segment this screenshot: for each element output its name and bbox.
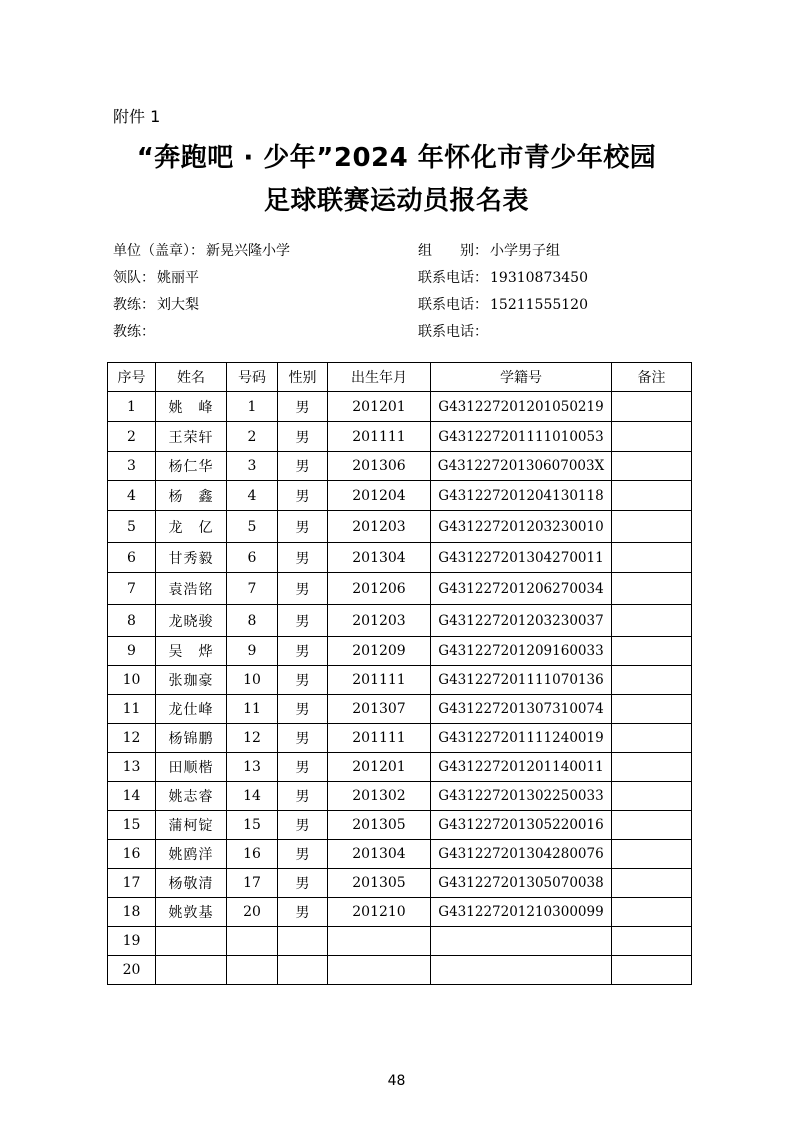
cell-gender: 男 <box>278 782 328 811</box>
cell-index: 3 <box>108 452 156 481</box>
cell-index: 7 <box>108 573 156 605</box>
cell-number <box>227 927 278 956</box>
col-header-number: 号码 <box>227 363 278 392</box>
cell-birth: 201307 <box>328 695 431 724</box>
cell-birth: 201305 <box>328 811 431 840</box>
cell-name: 袁浩铭 <box>156 573 227 605</box>
cell-number: 3 <box>227 452 278 481</box>
cell-index: 18 <box>108 898 156 927</box>
cell-remark <box>612 927 692 956</box>
cell-name: 田顺楷 <box>156 753 227 782</box>
cell-name: 甘秀毅 <box>156 543 227 573</box>
cell-student-id: G431227201210300099 <box>431 898 612 927</box>
leader-value: 姚丽平 <box>157 270 199 286</box>
cell-student-id: G43122720130607003X <box>431 452 612 481</box>
cell-gender <box>278 927 328 956</box>
cell-student-id: G431227201201140011 <box>431 753 612 782</box>
cell-index: 11 <box>108 695 156 724</box>
cell-birth: 201206 <box>328 573 431 605</box>
cell-remark <box>612 422 692 452</box>
cell-number: 1 <box>227 392 278 422</box>
phone-label: 联系电话： <box>418 270 488 286</box>
cell-gender <box>278 956 328 985</box>
cell-remark <box>612 811 692 840</box>
cell-number: 9 <box>227 637 278 666</box>
table-row <box>108 753 692 782</box>
cell-birth: 201304 <box>328 840 431 869</box>
cell-index: 10 <box>108 666 156 695</box>
cell-gender: 男 <box>278 481 328 511</box>
cell-student-id: G431227201111070136 <box>431 666 612 695</box>
leader-phone-field <box>418 267 588 287</box>
coach-label: 教练： <box>113 324 155 340</box>
cell-student-id: G431227201206270034 <box>431 573 612 605</box>
cell-remark <box>612 392 692 422</box>
cell-number: 7 <box>227 573 278 605</box>
cell-name: 张珈豪 <box>156 666 227 695</box>
cell-remark <box>612 511 692 543</box>
cell-number: 15 <box>227 811 278 840</box>
cell-name: 杨仁华 <box>156 452 227 481</box>
cell-birth <box>328 927 431 956</box>
cell-number: 11 <box>227 695 278 724</box>
phone-label: 联系电话： <box>418 324 488 340</box>
roster-table <box>107 362 692 985</box>
cell-gender: 男 <box>278 898 328 927</box>
table-row <box>108 869 692 898</box>
cell-gender: 男 <box>278 869 328 898</box>
cell-index: 17 <box>108 869 156 898</box>
col-header-gender: 性别 <box>278 363 328 392</box>
table-row <box>108 956 692 985</box>
cell-index: 8 <box>108 605 156 637</box>
coach-value-1: 刘大梨 <box>157 297 199 313</box>
leader-label: 领队： <box>113 270 155 286</box>
cell-gender: 男 <box>278 840 328 869</box>
col-header-index: 序号 <box>108 363 156 392</box>
cell-number: 14 <box>227 782 278 811</box>
leader-phone-value: 19310873450 <box>490 270 588 286</box>
cell-gender: 男 <box>278 753 328 782</box>
cell-remark <box>612 724 692 753</box>
cell-student-id: G431227201304270011 <box>431 543 612 573</box>
cell-remark <box>612 695 692 724</box>
table-row <box>108 605 692 637</box>
table-row <box>108 637 692 666</box>
cell-student-id: G431227201307310074 <box>431 695 612 724</box>
cell-birth: 201204 <box>328 481 431 511</box>
table-row <box>108 422 692 452</box>
cell-number: 8 <box>227 605 278 637</box>
cell-remark <box>612 573 692 605</box>
cell-name: 杨敬清 <box>156 869 227 898</box>
col-header-name: 姓名 <box>156 363 227 392</box>
cell-birth: 201306 <box>328 452 431 481</box>
cell-index: 12 <box>108 724 156 753</box>
cell-number: 4 <box>227 481 278 511</box>
table-row <box>108 927 692 956</box>
table-row <box>108 695 692 724</box>
cell-number: 10 <box>227 666 278 695</box>
unit-value: 新晃兴隆小学 <box>206 243 290 259</box>
table-header-row <box>108 363 692 392</box>
cell-name: 姚敦基 <box>156 898 227 927</box>
cell-number: 17 <box>227 869 278 898</box>
title-line-1: “奔跑吧 · 少年”2024 年怀化市青少年校园 <box>136 143 657 173</box>
cell-index: 6 <box>108 543 156 573</box>
cell-name: 杨锦鹏 <box>156 724 227 753</box>
cell-birth: 201203 <box>328 511 431 543</box>
cell-remark <box>612 452 692 481</box>
cell-index: 5 <box>108 511 156 543</box>
table-row <box>108 543 692 573</box>
cell-birth: 201111 <box>328 422 431 452</box>
coach-phone-field-2 <box>418 321 490 341</box>
cell-gender: 男 <box>278 511 328 543</box>
cell-remark <box>612 753 692 782</box>
cell-number: 2 <box>227 422 278 452</box>
cell-gender: 男 <box>278 724 328 753</box>
attachment-label: 附件 1 <box>113 107 161 126</box>
group-value: 小学男子组 <box>490 243 560 259</box>
cell-name: 姚鸥洋 <box>156 840 227 869</box>
cell-student-id: G431227201111240019 <box>431 724 612 753</box>
coach-label: 教练： <box>113 297 155 313</box>
cell-index: 20 <box>108 956 156 985</box>
cell-student-id: G431227201203230010 <box>431 511 612 543</box>
col-header-student-id: 学籍号 <box>431 363 612 392</box>
cell-number <box>227 956 278 985</box>
coach-phone-field-1 <box>418 294 588 314</box>
table-row <box>108 840 692 869</box>
cell-gender: 男 <box>278 605 328 637</box>
table-row <box>108 481 692 511</box>
unit-field <box>113 240 290 260</box>
cell-remark <box>612 840 692 869</box>
cell-name: 姚志睿 <box>156 782 227 811</box>
cell-student-id: G431227201209160033 <box>431 637 612 666</box>
cell-name: 杨 鑫 <box>156 481 227 511</box>
coach-field-1 <box>113 294 199 314</box>
cell-name: 姚 峰 <box>156 392 227 422</box>
cell-birth: 201209 <box>328 637 431 666</box>
cell-gender: 男 <box>278 695 328 724</box>
cell-birth: 201111 <box>328 724 431 753</box>
cell-student-id <box>431 927 612 956</box>
group-field <box>418 240 560 260</box>
cell-name: 龙 亿 <box>156 511 227 543</box>
table-row <box>108 782 692 811</box>
cell-index: 19 <box>108 927 156 956</box>
cell-name: 蒲柯锭 <box>156 811 227 840</box>
cell-student-id: G431227201305220016 <box>431 811 612 840</box>
cell-birth: 201304 <box>328 543 431 573</box>
cell-remark <box>612 898 692 927</box>
cell-gender: 男 <box>278 637 328 666</box>
coach-field-2 <box>113 321 157 341</box>
cell-name: 王荣轩 <box>156 422 227 452</box>
cell-index: 15 <box>108 811 156 840</box>
cell-birth: 201210 <box>328 898 431 927</box>
roster-body <box>108 392 692 985</box>
col-header-birth: 出生年月 <box>328 363 431 392</box>
table-row <box>108 511 692 543</box>
cell-index: 14 <box>108 782 156 811</box>
cell-index: 13 <box>108 753 156 782</box>
cell-student-id: G431227201305070038 <box>431 869 612 898</box>
cell-name: 龙晓骏 <box>156 605 227 637</box>
cell-birth: 201111 <box>328 666 431 695</box>
table-row <box>108 573 692 605</box>
cell-birth: 201203 <box>328 605 431 637</box>
cell-birth: 201302 <box>328 782 431 811</box>
table-row <box>108 811 692 840</box>
table-row <box>108 392 692 422</box>
cell-index: 4 <box>108 481 156 511</box>
cell-birth: 201201 <box>328 753 431 782</box>
cell-birth: 201201 <box>328 392 431 422</box>
cell-gender: 男 <box>278 666 328 695</box>
cell-remark <box>612 543 692 573</box>
table-row <box>108 724 692 753</box>
leader-field <box>113 267 199 287</box>
cell-number: 13 <box>227 753 278 782</box>
unit-label: 单位（盖章）： <box>113 243 204 259</box>
cell-student-id: G431227201204130118 <box>431 481 612 511</box>
coach-phone-value-1: 15211555120 <box>490 297 588 313</box>
cell-gender: 男 <box>278 543 328 573</box>
cell-gender: 男 <box>278 422 328 452</box>
cell-student-id: G431227201111010053 <box>431 422 612 452</box>
cell-gender: 男 <box>278 573 328 605</box>
cell-birth <box>328 956 431 985</box>
cell-remark <box>612 666 692 695</box>
cell-gender: 男 <box>278 452 328 481</box>
cell-birth: 201305 <box>328 869 431 898</box>
cell-remark <box>612 605 692 637</box>
cell-student-id <box>431 956 612 985</box>
phone-label: 联系电话： <box>418 297 488 313</box>
cell-name <box>156 927 227 956</box>
cell-index: 9 <box>108 637 156 666</box>
cell-student-id: G431227201302250033 <box>431 782 612 811</box>
cell-gender: 男 <box>278 392 328 422</box>
cell-remark <box>612 637 692 666</box>
cell-index: 16 <box>108 840 156 869</box>
cell-name <box>156 956 227 985</box>
cell-name: 吴 烨 <box>156 637 227 666</box>
group-label: 组 别： <box>418 243 488 259</box>
cell-remark <box>612 869 692 898</box>
cell-number: 12 <box>227 724 278 753</box>
cell-student-id: G431227201201050219 <box>431 392 612 422</box>
cell-remark <box>612 782 692 811</box>
cell-gender: 男 <box>278 811 328 840</box>
table-row <box>108 452 692 481</box>
title-line-2: 足球联赛运动员报名表 <box>263 186 529 216</box>
cell-name: 龙仕峰 <box>156 695 227 724</box>
cell-remark <box>612 481 692 511</box>
cell-student-id: G431227201304280076 <box>431 840 612 869</box>
cell-number: 16 <box>227 840 278 869</box>
cell-number: 20 <box>227 898 278 927</box>
cell-number: 6 <box>227 543 278 573</box>
cell-remark <box>612 956 692 985</box>
table-row <box>108 666 692 695</box>
table-row <box>108 898 692 927</box>
page-number: 48 <box>387 1073 406 1089</box>
cell-index: 1 <box>108 392 156 422</box>
cell-number: 5 <box>227 511 278 543</box>
col-header-remark: 备注 <box>612 363 692 392</box>
cell-index: 2 <box>108 422 156 452</box>
cell-student-id: G431227201203230037 <box>431 605 612 637</box>
